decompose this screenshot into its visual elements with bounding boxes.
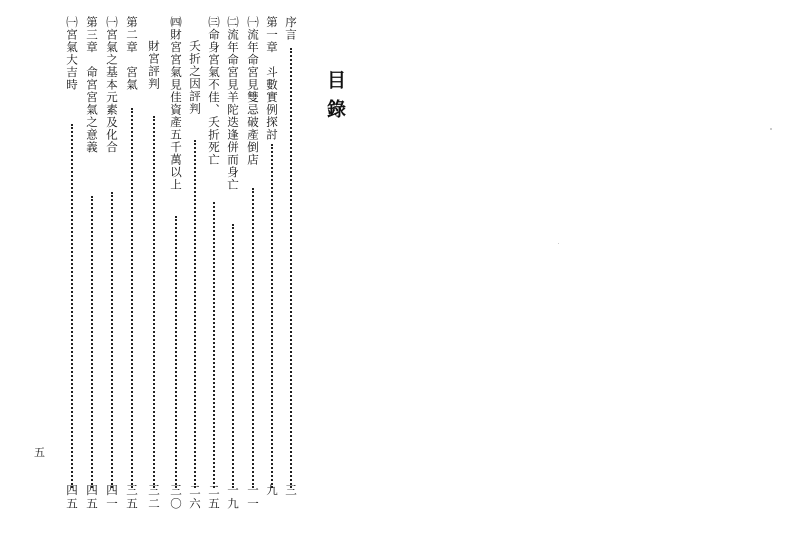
- toc-entry-2-1: [104, 16, 120, 476]
- toc-entry-3-1: [64, 16, 80, 476]
- scan-speck: [558, 243, 559, 244]
- toc-entry-chapter-1: [264, 16, 280, 476]
- toc-entry-1-4: [168, 16, 184, 476]
- toc-entry-1-3-note: [187, 16, 203, 476]
- toc-entry-chapter-2: [124, 16, 140, 476]
- toc-entry-title: 財宮評判: [147, 40, 161, 90]
- dot-leader: [271, 144, 273, 488]
- page-number: 三五: [125, 484, 139, 511]
- dot-leader: [111, 192, 113, 488]
- page-number: 三〇: [169, 484, 183, 511]
- toc-entry-title: ㈠宮氣大吉時: [65, 16, 79, 91]
- toc-entry-title: ㈡流年命宮見羊陀迭逢併而身亡: [226, 16, 240, 191]
- toc-entry-title: ㈠宮氣之基本元素及化合: [105, 16, 119, 154]
- dot-leader: [232, 224, 234, 488]
- toc-entry-1-4-note: [146, 16, 162, 476]
- toc-heading: 目錄: [324, 70, 346, 128]
- page-number: 二五: [207, 484, 221, 511]
- toc-entry-title: ㈣財宮宮氣見佳資產五千萬以上: [169, 16, 183, 191]
- toc-entry-title: ㈢命身宮氣不佳、夭折死亡: [207, 16, 221, 166]
- toc-entry-title: ㈠流年命宮見雙忌破產倒店: [246, 16, 260, 166]
- page-number: 四五: [65, 484, 79, 511]
- page-number: 一一: [246, 484, 260, 511]
- dot-leader: [252, 188, 254, 488]
- toc-entry-title: 第二章 宮氣: [125, 16, 139, 91]
- page-number: 三: [284, 484, 298, 498]
- dot-leader: [290, 48, 292, 488]
- page-number: 二六: [188, 484, 202, 511]
- toc-entry-chapter-3: [84, 16, 100, 476]
- page-number: 九: [265, 484, 279, 498]
- dot-leader: [194, 140, 196, 488]
- dot-leader: [91, 196, 93, 488]
- toc-entry-title: 第三章 命宮宮氣之意義: [85, 16, 99, 154]
- dot-leader: [153, 116, 155, 488]
- toc-entry-title: 第一章 斗數實例探討: [265, 16, 279, 141]
- dot-leader: [71, 124, 73, 488]
- folio-number: 五: [34, 446, 45, 459]
- page-number: 四五: [85, 484, 99, 511]
- scan-speck: [770, 128, 772, 130]
- toc-entry-preface: [283, 16, 299, 476]
- page-number: 三二: [147, 484, 161, 511]
- toc-entry-1-3: [206, 16, 222, 476]
- dot-leader: [175, 216, 177, 488]
- toc-entry-1-2: [225, 16, 241, 476]
- page-number: 四一: [105, 484, 119, 511]
- page-number: 一九: [226, 484, 240, 511]
- dot-leader: [131, 108, 133, 488]
- toc-entry-title: 序言: [284, 16, 298, 41]
- toc-entry-title: 夭折之因評判: [188, 40, 202, 115]
- toc-entry-1-1: [245, 16, 261, 476]
- dot-leader: [213, 202, 215, 488]
